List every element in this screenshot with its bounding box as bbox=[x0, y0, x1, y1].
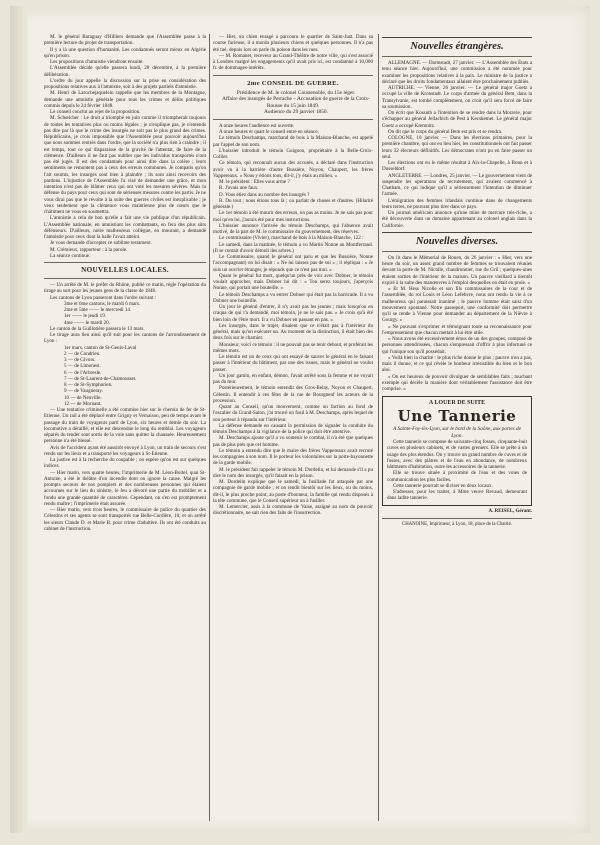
foreign-news-heading: Nouvelles étrangères. bbox=[410, 41, 504, 52]
paragraph: Quant le général fut mort, quelqu'un près de voir avec Dobner, le témoin voulait approcher, mais Dobner lui dit : « Ton serez toujours, j'aperçois Nonne, qui portait une bouteille. » bbox=[213, 272, 373, 292]
paragraph: Le Commissaire, quand le général ont paru et que les Bussière, Nonne l'accompagnant) on lui disait : « Ne lui laissez pas de sui » ; il répliqua : « Je suis un ouvrier étranger, je réponds que ce n'est pas moi. » bbox=[213, 254, 373, 273]
court-heading: 2me CONSEIL DE GUERRE. bbox=[247, 79, 339, 87]
ad-paragraph: S'adresser, pour les traiter, à Mme veuve Revaud, demeurant dans ladite tannerie. bbox=[387, 489, 527, 502]
paragraph: M. Henri de Larochejaquelein rappelle que les membres de la Montagne, demande une amnistie générale pour tous les crimes et délits politiques commis depuis le 24 février 1848. bbox=[44, 90, 206, 109]
paragraph: M. Dordelin explique que le samedi, la fusillade fut attaquée par une compagnie de garde mobile ; et on rendit bientôt sur les lieux, ou du moins, dit-il, le plus proche point, au poste d'honneur, la famille qui rendu disposés à la tête commune, que le Conseil supérieur un à fusiller. bbox=[213, 479, 373, 504]
paragraph: — M. Romanet, receveur au Grand-Théâtre de notre ville, qui s'est associé à Londres malgré les engagements qu'il avait pris ici, est condamné à 10,000 fr. de dommages-intérêts. bbox=[213, 52, 373, 72]
paragraph: La séance continue. bbox=[50, 252, 91, 259]
local-news-continued bbox=[213, 34, 373, 72]
schedule-line: 2me et 5me —— le mercredi 14. bbox=[64, 307, 132, 313]
signature: A. REISEL, Gérant. bbox=[488, 508, 532, 514]
paragraph: Le 1er témoin à été mourir des erreurs, on pas as moins. Je ne sais pas pour moi qu'en lui, j'aurais été pour mes instructions. bbox=[213, 210, 373, 223]
page-gutter bbox=[10, 6, 28, 833]
paragraph: AUTRICHE. — Vienne, 26 janvier. — Le général major Goetz a occupé la ville de Kronstadt. Le corps d'armée du général Bem, dans la Transylvanie, est tombé complètement, on croit qu'il sera forcé de faire sa soumission. bbox=[382, 85, 532, 110]
printer-imprint: CHANOINE, Imprimeur, à Lyon, 18, place de la Charité. bbox=[402, 521, 512, 527]
divider bbox=[382, 232, 532, 233]
divider bbox=[213, 119, 373, 120]
paragraph: Le conseil conclut au rejet de la proposition. bbox=[50, 109, 141, 115]
paragraph: Un journal américain annonce qu'une mine de mercure très-riche, a été découverte dans un domaine appartenant au colonel anglais dans la Californie. bbox=[382, 210, 532, 229]
ad-title: A LOUER DE SUITE bbox=[428, 400, 486, 407]
paragraph: A onze heures et quart le conseil entre en séance. bbox=[219, 129, 319, 136]
paragraph: Postérieurement, le témoin entendit des Gros-Belay, Noyon et Chaupert, Célestin. Il entendit à ces fêtes de la rue de Bourgneuf les acteurs de la procession. bbox=[213, 385, 373, 404]
paragraph: L'Assemblée décide qu'elle passera lundi, 28 décembre, à la première délibération. bbox=[44, 65, 206, 78]
paragraph: R. J'avais une faux. bbox=[219, 185, 259, 192]
paragraph: M. le président : Elles vous arme ? bbox=[219, 179, 290, 186]
paragraph: Un jour gamin, en enfant, démon, l'avait arrêté sous la femme et ne voyait pas du mur. bbox=[213, 372, 373, 386]
paragraph: Le tirage aura lieu ainsi qu'il suit pour les cantons de l'arrondissement de Lyon : bbox=[44, 332, 206, 345]
court-subheading: Audience du 29 janvier 1850. bbox=[264, 109, 328, 116]
paragraph: La justice est à la recherche du coupable ; on espère qu'on est sur quelques indices. bbox=[44, 457, 206, 470]
canton-line: 5 — de Limonest. bbox=[64, 363, 101, 370]
paragraph: D. Vous étiez dans au nombre des insurgés ? bbox=[219, 191, 310, 198]
draw-schedule-notes bbox=[44, 326, 206, 345]
paragraph: COLOGNE, 10 janvier. — Dans les élections primaires, pour la première chambre, qui ont eu lieu hier, les constitutionnels ont fait passer leurs 32 électeurs définitifs. Les démocrates n'ont pu en faire passer un seul. bbox=[382, 135, 532, 160]
canton-line: 12 — de Mornant. bbox=[64, 400, 102, 407]
canton-line: 8 — de St-Symphorien. bbox=[64, 382, 113, 388]
column-right bbox=[382, 34, 532, 823]
schedule-line: 3me et 6me cantons, le mardi 6 mars. bbox=[64, 300, 141, 307]
local-news-intro bbox=[44, 282, 206, 301]
paragraph: Les élections ont eu le même résultat à Aix-la-Chapelle, à Bonn et à Dusseldorf. bbox=[382, 160, 532, 173]
paragraph: Le canton de la Guillotière passera le 13 mars. bbox=[50, 325, 145, 332]
paragraph: Les insurgés, dans le trajet, disaient que ce n'était pas à l'intérieur du général, mais qu'on exécuter un. Au moment de la distinction, il était bien des deux fois sur le charnier. bbox=[213, 322, 373, 342]
paragraph: A onze heures l'audience est ouverte. bbox=[219, 122, 295, 129]
paragraph: Je vous demande d'accepter ce sublime testament. bbox=[50, 240, 152, 247]
paragraph: Le samedi, dans la matinée, le témoin a vu Martin Nonne au Montferrand. (Il se contait d'avoir démoli des arbres.) bbox=[213, 241, 373, 254]
paragraph: L'ordre du jour appelle la discussion sur la prise en considération des propositions relatives aux à l'amnistie, soit à des projets partiels d'amnistie. bbox=[44, 77, 206, 90]
paragraph: Il y a là une question d'humanité. Les condamnés seront mieux en Algérie qu'en prison. bbox=[44, 46, 206, 59]
ad-headline: Une Tannerie bbox=[397, 407, 517, 426]
paragraph: Ce témoin, qui reconnaît aucun des accusés, a déclaré dans l'instruction avoir vu à la barrière d'autre Bussière, Noyon, Chaupert, les frères Vappereaux. « Nous y étions tous, dit-il, j'y étais au milieu. » bbox=[213, 160, 373, 179]
ad-paragraph: Elle se trouve située à proximité de l'eau et des voies de communication les plus faciles. bbox=[387, 470, 527, 483]
paragraph: — Hier, un chien enragé a parcouru le quartier de Saint-Just. Dans sa course furieuse, il a mordu plusieurs chiens et quelques personnes. Il n'a pas été tué, depuis lors on parle du poison dans les rues. bbox=[213, 34, 373, 53]
paragraph: R. Du tout ; nous étions tous là ; ou parlait de choses et d'autres. (Hilarité générale.) bbox=[213, 197, 373, 211]
paragraph: Les propositions d'amnistie viendront ensuite. bbox=[50, 59, 144, 65]
paragraph: ANGLETERRE. — Londres, 25 janvier. — Le gouvernement vient de suspendre les opérations de recrutement, qui avaient commencé à Chatham, ce qui indique qu'il a sérieusement l'intention de diminuer l'armée. bbox=[382, 172, 532, 198]
canton-line: 6 — de l'Arbresle. bbox=[64, 369, 102, 376]
paragraph: Les cantons de Lyon passeront dans l'ordre suivant : bbox=[50, 294, 157, 301]
paragraph: — Hier matin, vers quatre heures, l'imprimerie de M. Léon-Boitel, quai St-Antoine, a été le théâtre d'un incendie dont on ignore la cause. Malgré les prompts secours de nos pompiers et des nombreuses personnes qui étaient accourues sur le lieu du sinistre, le feu a dévoré une partie du mobilier et a fondu une grande quantité de caractères. Cependant, on s'en est promptement rendu maître ; l'imprimerie était assurée. bbox=[44, 469, 206, 507]
paragraph: ALLEMAGNE. — Darmstadt, 27 janvier. — L'Assemblée des États a tenu séance hier. Aujourd'hui, une commission a été nommée pour examiner les propositions relatives à la paix. Le ministre de la justice a déclaré que les droits fondamentaux allaient être prochainement publiés. bbox=[382, 60, 532, 85]
divider bbox=[382, 37, 532, 38]
parliament-report bbox=[44, 34, 206, 259]
paragraph: « Nous avons été excessivement émus de un des groupes, composé de personnes attendrissées, chacun s'empressait d'offrir à plus infortuné ce qui l'unique sou qu'il possédait. bbox=[382, 336, 532, 355]
paragraph: Avis de l'accident ayant été aussitôt envoyé à Lyon, un train de secours s'est rendu sur les lieux et a transporté les voyageurs à St-Etienne. bbox=[44, 444, 206, 457]
paragraph: Un jour le général d'entrer, il n'y avait pas les jeunes ; mais lorsqu'on en craqua de qui l'a demandé, moi témoin, je ne le sais pas. « Je crois qu'à été bien loin de l'être mort. Il a vu Dobner en passant en pas. » bbox=[213, 304, 373, 323]
court-proceedings bbox=[213, 123, 373, 517]
paragraph: « Voilà bien la charité : le plus riche donne le plus ; pauvre n'en a pas, mais il donne, et ce qui révèle le bonheur irrésistible du bien et le bon aloi. bbox=[382, 354, 532, 374]
column-middle bbox=[213, 34, 373, 823]
paragraph: M. Lemercier, assis à la commune de Vaise, assigné au nom du pouvoir discrétionnaire, ne sait rien des faits de l'insurrection. bbox=[213, 504, 373, 517]
local-news-heading: NOUVELLES LOCALES. bbox=[81, 266, 169, 274]
divider bbox=[382, 56, 532, 57]
paragraph: « Et M. Hess Nicolle et son fils commissaires de la cour et de l'assemblée, du roi Louis et Léon Lefebvre, nous ont rendu la vie à ce malheureux qui paraissait inanimé ; le pauvre homme était saisi d'un mouvement spontané. Notre passeport, une conformité doit permettre qu'il se rende à Vienne pour demander au département de la Nièvre à Gourgy. » bbox=[382, 286, 532, 324]
ad-paragraph: Cette tannerie se compose de soixante-cinq fosses, cinquante-huit cuves en plusieurs cabinets, et de vastes greniers. Elle se prête à un usage des plus étendus. On y trouve un grand nombre de cuves et de fosses, avec des plâtres et de l'eau en abondance, de nombreux bâtiments d'habitation, outre les accessoires de la tannerie. bbox=[387, 439, 527, 471]
tannery-advertisement bbox=[382, 396, 532, 505]
divider bbox=[213, 75, 373, 76]
paragraph: — Hier matin, vers trois heures, le commissaire de police du quartier des Célestins et ses agents se sont transportés rue Belle-Cordière, 10, et on arrêté les sieurs Claude D. et Marie B. pour crime d'adultère. Ils ont été conduits au cabinet de l'instruction. bbox=[44, 507, 206, 532]
canton-line: 9 — de Vaugneray. bbox=[64, 388, 103, 395]
canton-line: 7 — de St-Laurent-de-Chamousset. bbox=[64, 375, 137, 382]
divider bbox=[44, 262, 206, 263]
paragraph: L'amnistie a cela de bon qu'elle a fait une vie publique d'un républicain. L'Assemblée nationale, en amnistiant les combattants, en fera des plus sûrs défenseurs. D'ailleurs, notre malheureux collègue, en mourant, a demandé l'amnistie pour ceux dont la balle l'avait atteint. bbox=[44, 215, 206, 240]
paragraph: L'émigration des femmes irlandais continue dans de changements leurs terres, ne pouvant plus tirer dans ce pays. bbox=[382, 197, 532, 210]
paragraph: Monsieur, voici ce témoin : il ne pouvait pas se tenir debout, et proférait les mêmes mots. bbox=[213, 341, 373, 354]
paragraph: « On est heureux de pouvoir divulguer de semblables faits ; touchant exemple qui décèle la manière dont véritablement l'assistance doit être comprise. » bbox=[382, 373, 532, 392]
foreign-news bbox=[382, 60, 532, 229]
newspaper-page bbox=[10, 6, 590, 833]
divider bbox=[382, 251, 532, 252]
schedule-line: 1er —— le jeudi 19. bbox=[64, 313, 107, 320]
divider bbox=[44, 278, 206, 279]
paragraph: Le témoin Deschamps a vu entrer Dobner qui était pas la barricade. Il a vu Dobner une bouteille. bbox=[213, 291, 373, 304]
canton-line: 2 — de Condrieu. bbox=[64, 350, 101, 357]
paragraph: — Un arrêté de M. le préfet du Rhône, publié ce matin, règle l'opération du tirage au sort pour les jeunes gens de la classe de 1848. bbox=[44, 282, 206, 295]
paragraph: « Ne pouvant s'exprimer et témoignant toute sa reconnaissance pour l'empressement que chacun mettait à lui être utile. bbox=[382, 323, 532, 336]
misc-news-heading: Nouvelles diverses. bbox=[415, 235, 499, 247]
paragraph: L'huissier annonce l'arrivée du témoin Deschamps, qui l'absence avait motivé, de la part de M. le commissaire du gouvernement, des réserves. bbox=[213, 222, 373, 236]
paragraph: Le témoin Deschamps, marchand de bois à la Maison-Blanche, est appelé par l'appel de son nom. bbox=[213, 135, 373, 148]
paragraph: M. Deschamps ajoute qu'il a vu soutenir le combat, il n'a été que quelques pas de plus près que cet homme. bbox=[213, 435, 373, 448]
draw-schedule bbox=[44, 301, 206, 326]
canton-line: 1er mars, canton de St-Genis-Laval bbox=[64, 344, 137, 351]
paragraph: On dit que le corps du général Bem est pris et se rendra. bbox=[388, 128, 503, 135]
court-subheading: Présidence de M. le colonel Coustenoble, du 15e léger. bbox=[236, 89, 356, 96]
canton-line: 10 — de Neuville. bbox=[64, 394, 102, 401]
court-subheadings bbox=[213, 90, 373, 116]
paragraph: M. Schœlcher : Le droit a triomphé en juin comme il triompherait toujours de toutes les tentatives plus ou moins légales ; je n'explique pas, je n'entends pas dire par là que le crime des insurgés ne soit pas le plus grand des crimes. Républicains, je crois impossible que l'Assemblée pour pouvoir aujourd'hui que nous sommes rentrés dans l'ordre, que la société n'a plus rien à craindre ; il est temps, tout ce qui disparaisse de la gravité de l'attentat, de faire de la clémence. D'ailleurs il ne faut pas oublier que les individus transportés n'ont pas été jugés. Il est des condamnés pour ainsi dire dans la colère ; leurs sentiments ne remontent pas à ceux des erreurs communes. Je compatis qu'on l'ait soumis, les insurgés sont bien à plaindre ; ils sont ainsi recevoirs des pardons. L'injustice de l'Assemblée l'a visé de demander une grâce, et mon intention n'est pas de blâmer ceux qui ont voté les mesures sévères. Mais la défense du pays pour ceux qui sont de sérieuses mesures contre les partis. Je ne vous dirai pas que le révolte à la suite des guerres civiles est inexplicable ; je veux seulement que la clémence vous maintienne plus de cœurs que le châtiment ne vous en soumettra. bbox=[44, 115, 206, 215]
misc-news bbox=[382, 255, 532, 393]
column-rule bbox=[378, 34, 379, 821]
paragraph: Le témoin a entendu dire que le maire des frères Vappereaux avait recruté les compagnies à son nom. Il le porteur les volontaires sur la porte-bayonnette de la garde mobile. bbox=[213, 447, 373, 467]
paragraph: On écrit que Kossuth a l'intention de se rendre dans la Moravie, pour s'échapper au général Jellachich de Pest à Kecskemet. Le général major Goetz a occupé Kremnitz. bbox=[382, 110, 532, 129]
column-rule bbox=[209, 34, 210, 821]
ad-body bbox=[387, 439, 527, 502]
ad-paragraph: Cette tannerie pourrait se diviser en deux locaux. bbox=[393, 482, 493, 489]
divider bbox=[382, 518, 532, 519]
paragraph: Quant au Conseil, qu'un mouvement, comme un faction au fond de l'escalier du Grand-Salon, j'ai trouvé un fusil à M. Deschamps, après lequel de son porteur à répandu sur l'intérieur. bbox=[213, 404, 373, 423]
paragraph: M. Crémieux, rapporteur : à la parole. bbox=[50, 246, 128, 253]
paragraph: L'huissier introduit le témoin Guignon, propriétaire à la Belle-Croix-Collier. bbox=[213, 147, 373, 161]
canton-list bbox=[44, 345, 206, 408]
paragraph: — Une tentative criminelle a été commise hier sur le chemin de fer de St-Etienne. Un rail a été déplacé entre Grigny et Vernaison, peu de temps avant le passage du train de voyageurs parti de Lyon, six heures et demie du soir. La locomotive a déraillé, et elle est descendue le long du remblai. Les voyageurs séparés du tender sont sortis de la voie sans quitter la chaussée. Heureusement personne n'a été blessé. bbox=[44, 407, 206, 445]
paragraph: On lit dans le Mémorial de Rouen, du 26 janvier : « Hier, vers une heure du soir, un assez grand nombre de femmes se trouvaient réunies devant la porte de M. Nicolle, chaudronnier, rue du Gril ; quelques-unes étaient sorties de l'intérieur de la maison. Un pauvre vieillard a bientôt expiré à la suite des manœuvres à l'emploi desquelles on était en proie. » bbox=[382, 254, 532, 286]
canton-line: 3 — de Givors. bbox=[64, 357, 96, 363]
column-left bbox=[44, 34, 206, 823]
paragraph: La défense demande en causant la permission de signaler la conduite du témoin Deschamps à la vigilance de la police qui doit être attentive. bbox=[213, 422, 373, 436]
local-news-items bbox=[44, 407, 206, 532]
paragraph: M. le général Baraguay d'Hilliers demande que l'Assemblée passe à la première lecture du projet de transportation. bbox=[44, 34, 206, 47]
paragraph: Le témoin est un de ceux qui ont essayé de sauver le général en le faisant passer à l'intérieur du bâtiment, par une des issues, mais le général ne voulut passer. bbox=[213, 354, 373, 373]
paragraph: M. le président fait rappeler le témoin M. Dordelin, et lui demande s'il a pu dire le nom des insurgés, qu'il faisait en la prison. bbox=[213, 466, 373, 479]
schedule-line: 4me —— le mardi 20. bbox=[64, 319, 110, 326]
ad-location: A Sainte-Foy-lès-Lyon, sur le bord de la Saône, aux portes de Lyon. bbox=[393, 426, 521, 439]
court-subheading: Affaire des insurgés de Perrache – Accusation de guerre de la Croix-Rousse du 15 juin 1849. bbox=[222, 96, 370, 109]
paragraph: Le commissaire (Vivier), marchand de bois à la Maison-Blanche, 122 : bbox=[219, 235, 364, 242]
